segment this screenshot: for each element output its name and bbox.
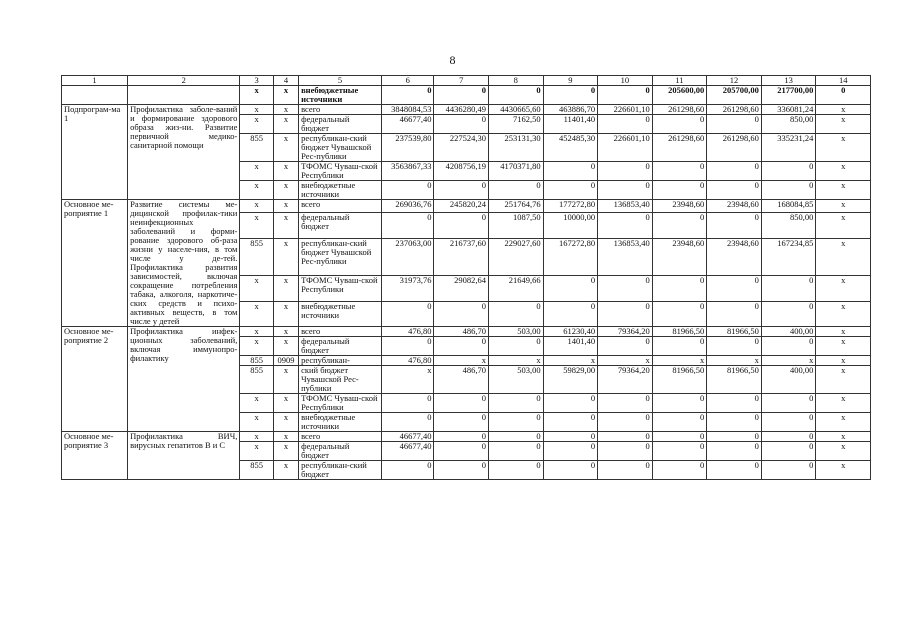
amount-cell: 0 (707, 394, 762, 413)
total-flag-cell: x (816, 366, 871, 394)
amount-cell: 0 (652, 276, 707, 301)
amount-cell: x (761, 356, 816, 366)
amount-cell: 81966,50 (707, 366, 762, 394)
amount-cell: 0 (707, 337, 762, 356)
section-code-cell: x (273, 238, 298, 275)
amount-cell: 0 (381, 213, 433, 238)
total-flag-cell: x (816, 442, 871, 461)
amount-cell: 0 (761, 181, 816, 200)
amount-cell: 237539,80 (381, 134, 433, 162)
amount-cell: 0 (652, 461, 707, 480)
program-name-cell: Профилактика ВИЧ, вирусных гепатитов В и С (128, 432, 240, 480)
amount-cell: 0 (598, 181, 653, 200)
amount-cell: 227524,30 (434, 134, 489, 162)
grbs-code-cell: 855 (240, 238, 274, 275)
amount-cell: 0 (707, 442, 762, 461)
amount-cell: 0 (598, 162, 653, 181)
total-flag-cell: x (816, 162, 871, 181)
section-code-cell: 0909 (273, 356, 298, 366)
header-number-cell: 7 (434, 76, 489, 86)
grbs-code-cell: x (240, 200, 274, 213)
amount-cell: 0 (761, 461, 816, 480)
amount-cell: 3848084,53 (381, 105, 433, 115)
header-number-cell: 1 (62, 76, 128, 86)
amount-cell: 7162,50 (489, 115, 544, 134)
grbs-code-cell: x (240, 213, 274, 238)
table-row (62, 105, 871, 115)
total-flag-cell: x (816, 134, 871, 162)
amount-cell: 0 (598, 337, 653, 356)
header-number-cell: 2 (128, 76, 240, 86)
total-flag-cell: x (816, 356, 871, 366)
amount-cell: 81966,50 (707, 327, 762, 337)
amount-cell: 29082,64 (434, 276, 489, 301)
empty-cell (62, 86, 128, 105)
grbs-code-cell: 855 (240, 461, 274, 480)
amount-cell: 136853,40 (598, 200, 653, 213)
header-number-cell: 10 (598, 76, 653, 86)
amount-cell: 0 (652, 432, 707, 442)
grbs-code-cell: x (240, 432, 274, 442)
status-cell: Основное ме-роприятие 2 (62, 327, 128, 432)
funding-source-cell: республикан-ский бюджет Чувашской Рес-публики (299, 238, 382, 275)
amount-cell: 0 (381, 461, 433, 480)
header-number-cell: 14 (816, 76, 871, 86)
amount-cell: 0 (598, 394, 653, 413)
amount-cell: 850,00 (761, 115, 816, 134)
funding-source-cell: ТФОМС Чуваш-ской Республики (299, 394, 382, 413)
amount-cell: 0 (434, 461, 489, 480)
table-row (62, 432, 871, 442)
amount-cell: x (543, 356, 598, 366)
amount-cell: 261298,60 (707, 105, 762, 115)
grbs-code-cell: x (240, 394, 274, 413)
section-code-cell: x (273, 337, 298, 356)
amount-cell: 0 (543, 413, 598, 432)
status-cell: Основное ме-роприятие 3 (62, 432, 128, 480)
amount-cell: 0 (489, 432, 544, 442)
section-code-cell: x (273, 134, 298, 162)
amount-cell: 0 (652, 213, 707, 238)
amount-cell: 0 (707, 413, 762, 432)
section-code-cell: x (273, 86, 298, 105)
amount-cell: 21649,66 (489, 276, 544, 301)
amount-cell: 0 (543, 301, 598, 326)
amount-cell: 463886,70 (543, 105, 598, 115)
amount-cell: 205700,00 (707, 86, 762, 105)
amount-cell: 0 (489, 301, 544, 326)
amount-cell: 0 (434, 213, 489, 238)
amount-cell: 0 (707, 162, 762, 181)
total-flag-cell: 0 (816, 86, 871, 105)
amount-cell: 226601,10 (598, 134, 653, 162)
grbs-code-cell: 855 (240, 366, 274, 394)
grbs-code-cell: x (240, 442, 274, 461)
amount-cell: 0 (543, 181, 598, 200)
grbs-code-cell: x (240, 327, 274, 337)
amount-cell: 0 (707, 432, 762, 442)
grbs-code-cell: x (240, 86, 274, 105)
amount-cell: 0 (761, 442, 816, 461)
amount-cell: 0 (489, 181, 544, 200)
section-code-cell: x (273, 276, 298, 301)
grbs-code-cell: x (240, 337, 274, 356)
amount-cell: 0 (761, 301, 816, 326)
section-code-cell: x (273, 162, 298, 181)
amount-cell: x (434, 356, 489, 366)
amount-cell: 0 (489, 337, 544, 356)
funding-source-cell: республикан-ский бюджет (299, 461, 382, 480)
amount-cell: x (598, 356, 653, 366)
total-flag-cell: x (816, 327, 871, 337)
section-code-cell: x (273, 442, 298, 461)
header-number-cell: 6 (381, 76, 433, 86)
amount-cell: 23948,60 (707, 200, 762, 213)
total-flag-cell: x (816, 432, 871, 442)
total-flag-cell: x (816, 276, 871, 301)
amount-cell: 0 (707, 276, 762, 301)
amount-cell: 217700,00 (761, 86, 816, 105)
amount-cell: 261298,60 (652, 105, 707, 115)
total-flag-cell: x (816, 115, 871, 134)
total-flag-cell: x (816, 213, 871, 238)
amount-cell: 0 (434, 394, 489, 413)
header-number-cell: 5 (299, 76, 382, 86)
section-code-cell: x (273, 181, 298, 200)
amount-cell: 81966,50 (652, 327, 707, 337)
amount-cell: 0 (598, 301, 653, 326)
program-name-cell: Профилактика инфек-ционных заболеваний, включая иммунопро-филактику (128, 327, 240, 432)
amount-cell: 0 (598, 442, 653, 461)
amount-cell: 4430665,60 (489, 105, 544, 115)
total-flag-cell: x (816, 181, 871, 200)
header-number-cell: 3 (240, 76, 274, 86)
table-row (62, 327, 871, 337)
funding-source-cell: всего (299, 200, 382, 213)
amount-cell: 0 (761, 394, 816, 413)
amount-cell: 0 (652, 181, 707, 200)
total-flag-cell: x (816, 394, 871, 413)
program-name-cell: Профилактика заболе-ваний и формирование здорового образа жиз-ни. Развитие первичной медико-санитарной помощи (128, 105, 240, 200)
amount-cell: 0 (543, 276, 598, 301)
amount-cell: 136853,40 (598, 238, 653, 275)
amount-cell: 0 (489, 461, 544, 480)
amount-cell: 46677,40 (381, 432, 433, 442)
amount-cell: 4208756,19 (434, 162, 489, 181)
amount-cell: 0 (543, 86, 598, 105)
total-flag-cell: x (816, 105, 871, 115)
total-flag-cell: x (816, 238, 871, 275)
section-code-cell: x (273, 394, 298, 413)
funding-source-cell: внебюджетные источники (299, 301, 382, 326)
amount-cell: 0 (434, 442, 489, 461)
status-cell: Основное ме-роприятие 1 (62, 200, 128, 327)
amount-cell: 0 (434, 115, 489, 134)
amount-cell: 0 (598, 413, 653, 432)
amount-cell: 23948,60 (652, 238, 707, 275)
amount-cell: 61230,40 (543, 327, 598, 337)
amount-cell: 503,00 (489, 366, 544, 394)
amount-cell: 1401,40 (543, 337, 598, 356)
funding-source-cell: внебюджетные источники (299, 181, 382, 200)
amount-cell: 23948,60 (652, 200, 707, 213)
header-number-cell: 12 (707, 76, 762, 86)
amount-cell: 0 (381, 337, 433, 356)
amount-cell: 452485,30 (543, 134, 598, 162)
amount-cell: 253131,30 (489, 134, 544, 162)
amount-cell: x (381, 366, 433, 394)
amount-cell: 4436280,49 (434, 105, 489, 115)
amount-cell: 81966,50 (652, 366, 707, 394)
total-flag-cell: x (816, 301, 871, 326)
funding-source-cell: всего (299, 432, 382, 442)
amount-cell: 0 (434, 86, 489, 105)
amount-cell: 167272,80 (543, 238, 598, 275)
amount-cell: 0 (652, 115, 707, 134)
amount-cell: 0 (652, 413, 707, 432)
amount-cell: 0 (652, 162, 707, 181)
section-code-cell: x (273, 413, 298, 432)
amount-cell: 0 (434, 432, 489, 442)
table-row (62, 86, 871, 105)
amount-cell: 216737,60 (434, 238, 489, 275)
section-code-cell: x (273, 213, 298, 238)
funding-source-cell: всего (299, 105, 382, 115)
amount-cell: 336081,24 (761, 105, 816, 115)
amount-cell: 0 (707, 461, 762, 480)
amount-cell: 0 (543, 432, 598, 442)
amount-cell: 0 (543, 162, 598, 181)
amount-cell: x (707, 356, 762, 366)
amount-cell: 0 (707, 115, 762, 134)
amount-cell: 0 (381, 86, 433, 105)
funding-source-cell: республикан- (299, 356, 382, 366)
amount-cell: 0 (598, 276, 653, 301)
header-number-cell: 8 (489, 76, 544, 86)
amount-cell: 0 (434, 181, 489, 200)
amount-cell: 486,70 (434, 366, 489, 394)
amount-cell: 229027,60 (489, 238, 544, 275)
amount-cell: 0 (543, 461, 598, 480)
header-number-row (62, 76, 871, 86)
amount-cell: 0 (381, 181, 433, 200)
amount-cell: 0 (652, 394, 707, 413)
grbs-code-cell: x (240, 301, 274, 326)
amount-cell: 503,00 (489, 327, 544, 337)
empty-cell (128, 86, 240, 105)
amount-cell: 0 (489, 86, 544, 105)
amount-cell: 251764,76 (489, 200, 544, 213)
grbs-code-cell: x (240, 105, 274, 115)
funding-source-cell: внебюджетные источники (299, 86, 382, 105)
amount-cell: 237063,00 (381, 238, 433, 275)
amount-cell: 46677,40 (381, 115, 433, 134)
amount-cell: 0 (489, 394, 544, 413)
amount-cell: 476,80 (381, 327, 433, 337)
amount-cell: x (652, 356, 707, 366)
amount-cell: 0 (489, 442, 544, 461)
amount-cell: 0 (707, 301, 762, 326)
section-code-cell: x (273, 105, 298, 115)
amount-cell: 0 (652, 442, 707, 461)
header-number-cell: 9 (543, 76, 598, 86)
section-code-cell: x (273, 327, 298, 337)
amount-cell: 261298,60 (707, 134, 762, 162)
funding-source-cell: республикан-ский бюджет Чувашской Рес-публики (299, 134, 382, 162)
amount-cell: 0 (543, 442, 598, 461)
section-code-cell: x (273, 432, 298, 442)
amount-cell: 0 (381, 394, 433, 413)
grbs-code-cell: x (240, 181, 274, 200)
funding-source-cell: федеральный бюджет (299, 115, 382, 134)
section-code-cell: x (273, 461, 298, 480)
grbs-code-cell: x (240, 115, 274, 134)
header-number-cell: 4 (273, 76, 298, 86)
total-flag-cell: x (816, 413, 871, 432)
amount-cell: 3563867,33 (381, 162, 433, 181)
total-flag-cell: x (816, 461, 871, 480)
funding-source-cell: ТФОМС Чуваш-ской Республики (299, 162, 382, 181)
amount-cell: 79364,20 (598, 366, 653, 394)
amount-cell: 269036,76 (381, 200, 433, 213)
amount-cell: 167234,85 (761, 238, 816, 275)
amount-cell: 0 (707, 181, 762, 200)
amount-cell: 0 (543, 394, 598, 413)
header-number-cell: 11 (652, 76, 707, 86)
amount-cell: 486,70 (434, 327, 489, 337)
grbs-code-cell: 855 (240, 134, 274, 162)
amount-cell: 79364,20 (598, 327, 653, 337)
funding-source-cell: ТФОМС Чуваш-ской Республики (299, 276, 382, 301)
amount-cell: 11401,40 (543, 115, 598, 134)
amount-cell: 0 (598, 432, 653, 442)
amount-cell: 0 (434, 301, 489, 326)
amount-cell: 59829,00 (543, 366, 598, 394)
amount-cell: 0 (761, 413, 816, 432)
funding-source-cell: федеральный бюджет (299, 213, 382, 238)
status-cell: Подпрограм-ма 1 (62, 105, 128, 200)
amount-cell: 177272,80 (543, 200, 598, 213)
budget-table (61, 75, 871, 480)
section-code-cell: x (273, 200, 298, 213)
amount-cell: 245820,24 (434, 200, 489, 213)
section-code-cell: x (273, 366, 298, 394)
amount-cell: 476,80 (381, 356, 433, 366)
amount-cell: 1087,50 (489, 213, 544, 238)
amount-cell: 0 (761, 276, 816, 301)
funding-source-cell: федеральный бюджет (299, 442, 382, 461)
funding-source-cell: федеральный бюджет (299, 337, 382, 356)
funding-source-cell: ский бюджет Чувашской Рес-публики (299, 366, 382, 394)
amount-cell: 261298,60 (652, 134, 707, 162)
grbs-code-cell: x (240, 413, 274, 432)
section-code-cell: x (273, 301, 298, 326)
amount-cell: 0 (381, 301, 433, 326)
amount-cell: 0 (598, 213, 653, 238)
amount-cell: 205600,00 (652, 86, 707, 105)
amount-cell: 850,00 (761, 213, 816, 238)
amount-cell: 23948,60 (707, 238, 762, 275)
amount-cell: 0 (761, 337, 816, 356)
page-number: 8 (449, 53, 456, 67)
grbs-code-cell: 855 (240, 356, 274, 366)
header-number-cell: 13 (761, 76, 816, 86)
program-name-cell: Развитие системы ме-дицинской профилак-тики неинфекционных заболеваний и форми-рование здорового об-раза жизни у населе-ния, в том числе у де-тей. Профилактика развития зависимостей, включая сокращение потребления табака, алкоголя, наркотиче-ских средств и психо-активных веществ, в том числе у детей (128, 200, 240, 327)
amount-cell: 400,00 (761, 366, 816, 394)
amount-cell: 226601,10 (598, 105, 653, 115)
funding-source-cell: внебюджетные источники (299, 413, 382, 432)
amount-cell: 0 (652, 301, 707, 326)
section-code-cell: x (273, 115, 298, 134)
amount-cell: 4170371,80 (489, 162, 544, 181)
amount-cell: x (489, 356, 544, 366)
amount-cell: 0 (381, 413, 433, 432)
amount-cell: 0 (598, 115, 653, 134)
amount-cell: 10000,00 (543, 213, 598, 238)
amount-cell: 400,00 (761, 327, 816, 337)
amount-cell: 0 (652, 337, 707, 356)
total-flag-cell: x (816, 200, 871, 213)
grbs-code-cell: x (240, 162, 274, 181)
amount-cell: 0 (489, 413, 544, 432)
grbs-code-cell: x (240, 276, 274, 301)
amount-cell: 0 (761, 162, 816, 181)
amount-cell: 0 (598, 461, 653, 480)
amount-cell: 0 (434, 413, 489, 432)
amount-cell: 31973,76 (381, 276, 433, 301)
funding-source-cell: всего (299, 327, 382, 337)
amount-cell: 0 (707, 213, 762, 238)
amount-cell: 0 (761, 432, 816, 442)
amount-cell: 46677,40 (381, 442, 433, 461)
amount-cell: 0 (434, 337, 489, 356)
total-flag-cell: x (816, 337, 871, 356)
table-row (62, 200, 871, 213)
amount-cell: 0 (598, 86, 653, 105)
amount-cell: 168084,85 (761, 200, 816, 213)
amount-cell: 335231,24 (761, 134, 816, 162)
